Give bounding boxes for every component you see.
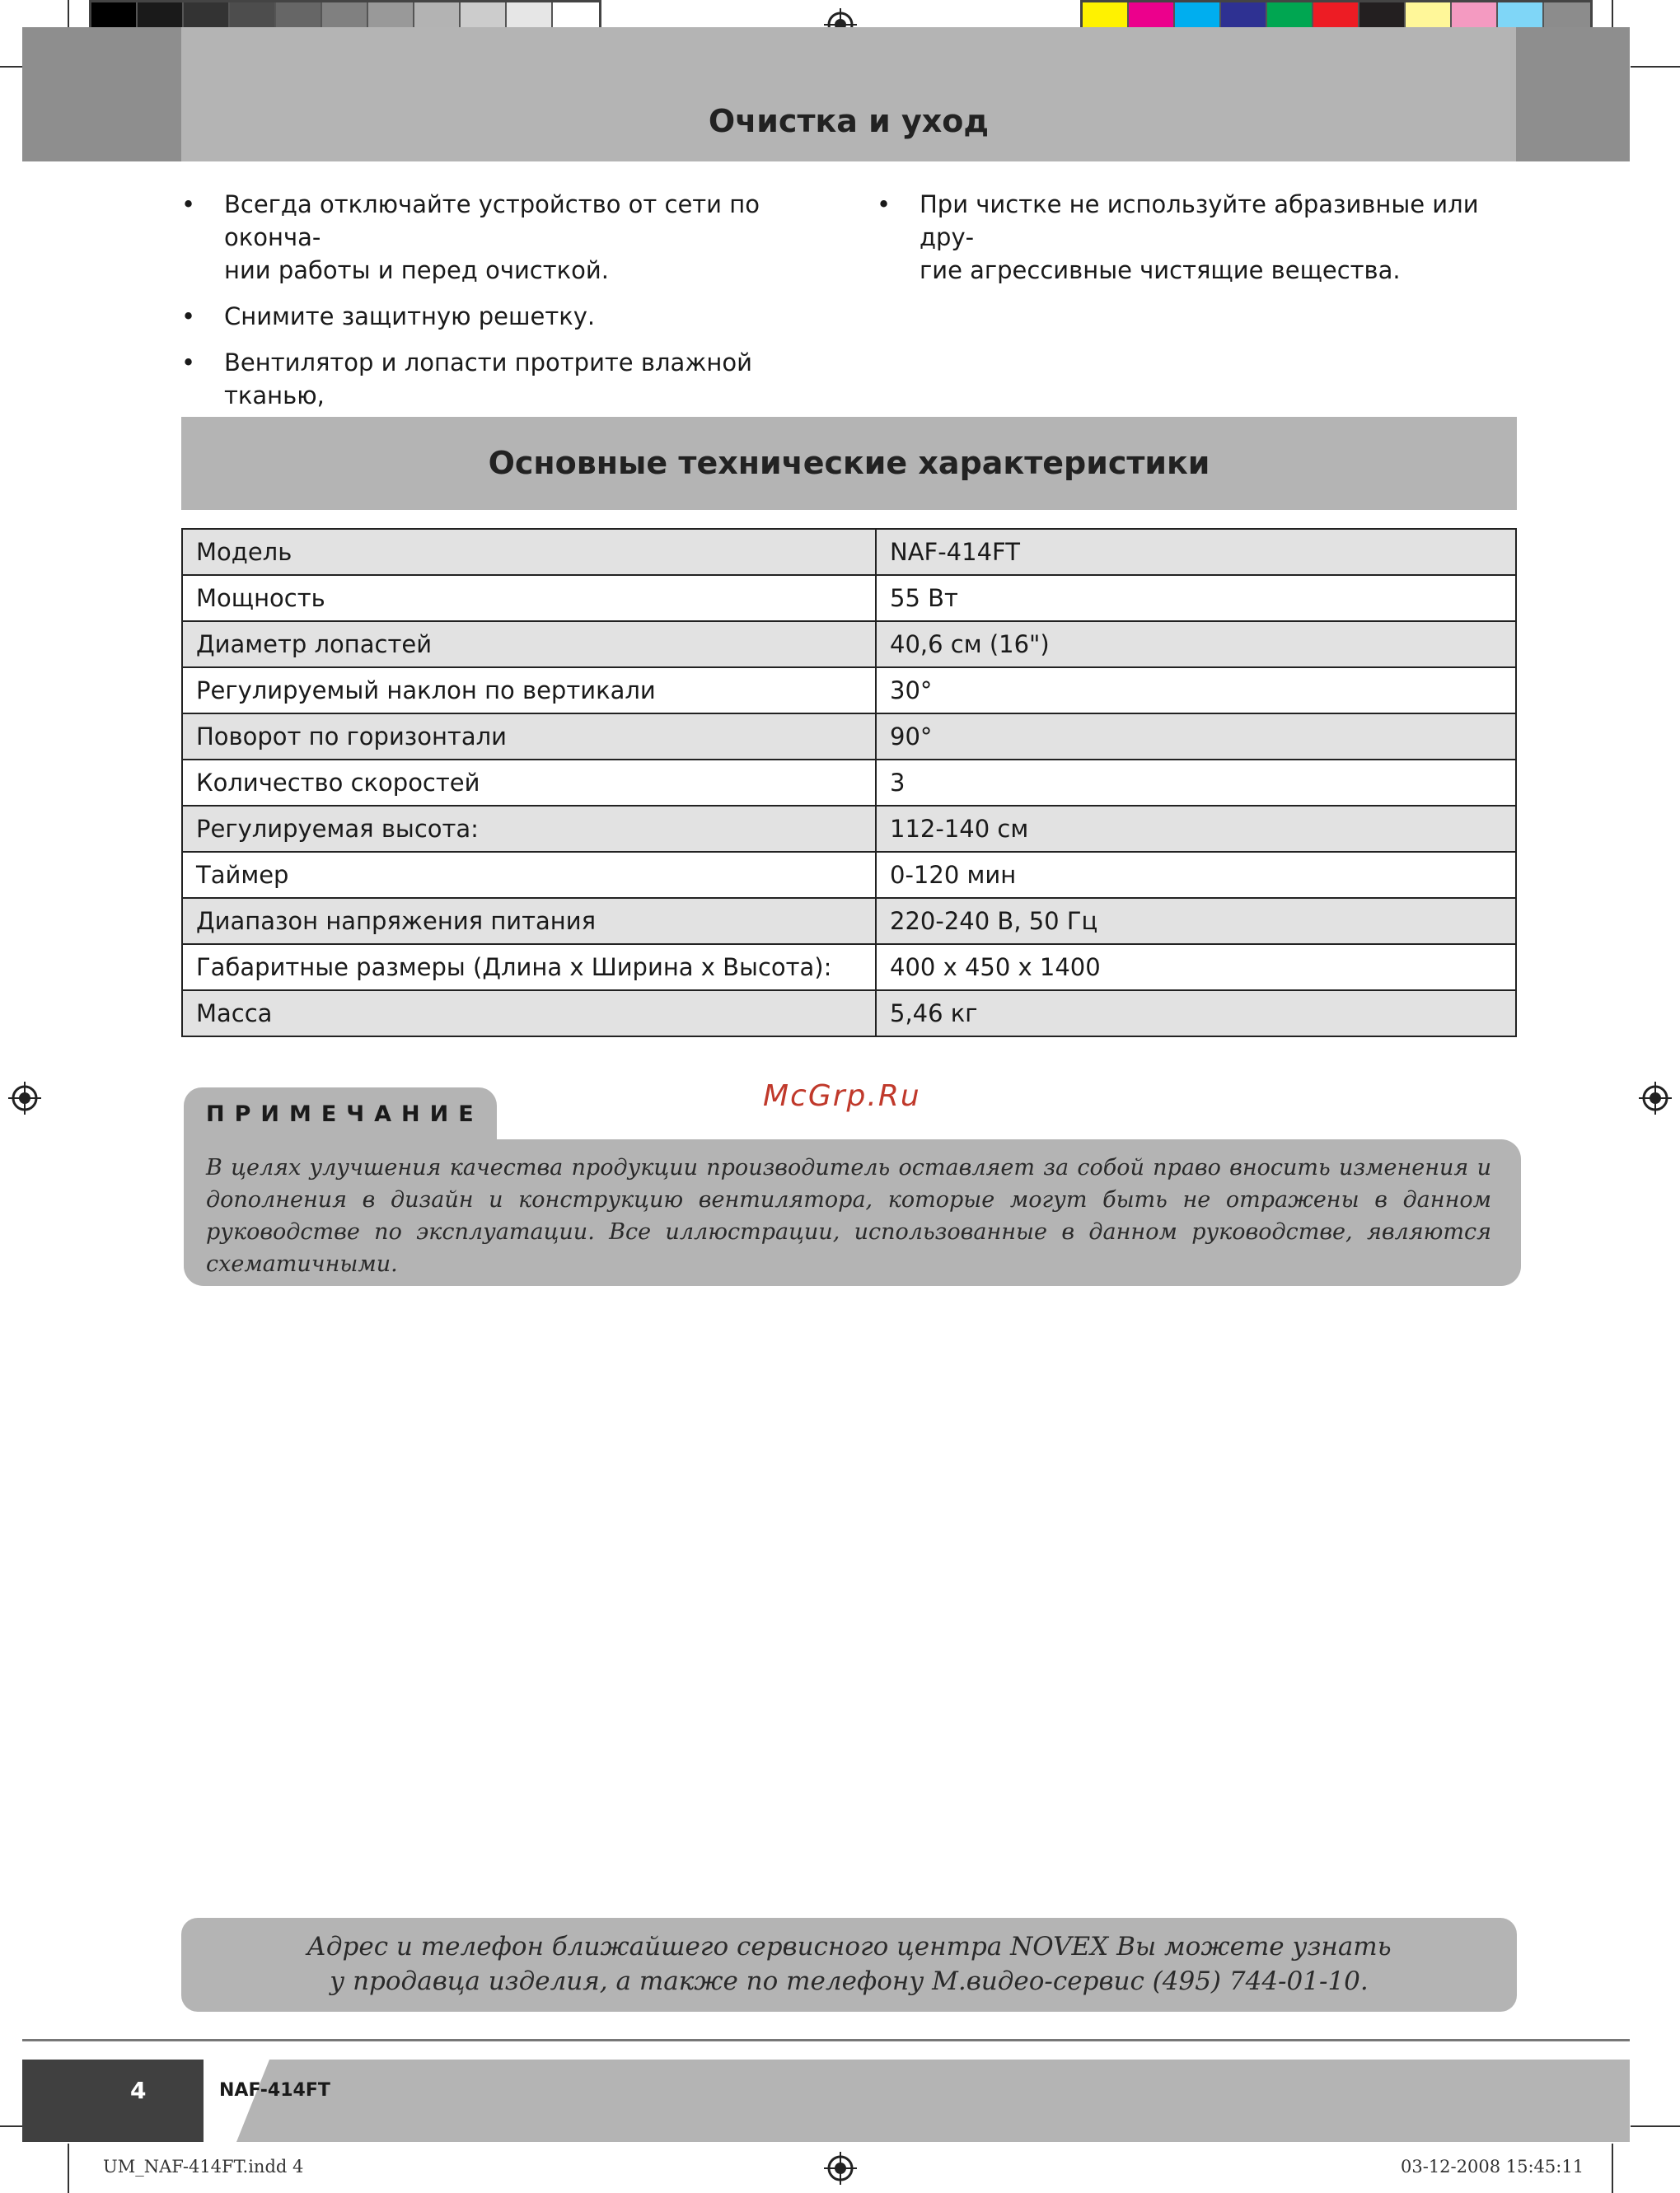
slug-filename: UM_NAF-414FT.indd 4 — [103, 2157, 304, 2177]
specs-title: Основные технические характеристики — [181, 417, 1517, 510]
page-number: 4 — [130, 2077, 147, 2104]
footer-rule — [22, 2039, 1630, 2041]
crop-mark — [68, 2144, 69, 2193]
footer-page-block — [22, 2060, 204, 2142]
spec-label: Таймер — [182, 852, 876, 898]
slug-date: 03-12-2008 15:45:11 — [1401, 2157, 1584, 2177]
spec-label: Количество скоростей — [182, 760, 876, 806]
page-title: Очистка и уход — [708, 103, 990, 139]
registration-mark-icon — [8, 1082, 41, 1115]
list-item: • Снимите защитную решетку. — [181, 302, 596, 330]
registration-mark-icon — [824, 2152, 857, 2185]
table-row — [182, 760, 1516, 806]
spec-label: Регулируемый наклон по вертикали — [182, 667, 876, 713]
list-item: • При чистке не используйте абразивные или дру- гие агрессивные чистящие вещества. — [877, 190, 1479, 284]
spec-value: 30° — [876, 667, 1516, 713]
spec-value: 112-140 см — [876, 806, 1516, 852]
crop-mark — [1631, 2125, 1680, 2127]
spec-label: Модель — [182, 529, 876, 575]
list-item: • Всегда отключайте устройство от сети по оконча- нии работы и перед очисткой. — [181, 190, 760, 284]
watermark: McGrp.Ru — [763, 1079, 921, 1113]
note-text: В целях улучшения качества продукции производитель оставляет за собой право вносить изменения и дополнения в дизайн и конструкцию вентилятора, которые могут быть не отражены в данном руководстве по эксплуатации. Все иллюстрации, использованные в данном руководстве, являются схематичными. — [206, 1155, 1491, 1277]
spec-value: 40,6 см (16") — [876, 621, 1516, 667]
table-row — [182, 575, 1516, 621]
crop-mark — [1631, 66, 1680, 68]
note-label: ПРИМЕЧАНИЕ — [206, 1101, 484, 1127]
crop-mark — [1612, 2144, 1613, 2193]
table-row — [182, 852, 1516, 898]
table-row — [182, 621, 1516, 667]
service-text: Адрес и телефон ближайшего сервисного центра NOVEX Вы можете узнать у продавца изделия, а также по телефону М.видео-сервис (495) 744-01-10. — [307, 1932, 1392, 1996]
spec-value: 400 x 450 x 1400 — [876, 944, 1516, 990]
spec-label: Регулируемая высота: — [182, 806, 876, 852]
table-row — [182, 806, 1516, 852]
table-row — [182, 990, 1516, 1036]
list-item: • Вентилятор и лопасти протрите влажной тканью, — [181, 348, 752, 409]
table-row — [182, 898, 1516, 944]
specs-table — [181, 528, 1517, 1037]
table-row — [182, 713, 1516, 760]
spec-value: 0-120 мин — [876, 852, 1516, 898]
spec-label: Поворот по горизонтали — [182, 713, 876, 760]
table-row — [182, 944, 1516, 990]
table-row — [182, 529, 1516, 575]
header-band — [22, 27, 1630, 161]
spec-value: 55 Вт — [876, 575, 1516, 621]
registration-mark-icon — [1639, 1082, 1672, 1115]
cleaning-list-right — [877, 188, 1536, 300]
spec-label: Мощность — [182, 575, 876, 621]
footer-slant — [204, 2060, 335, 2142]
spec-value: 3 — [876, 760, 1516, 806]
footer-band — [330, 2060, 1630, 2142]
spec-value: NAF-414FT — [876, 529, 1516, 575]
spec-label: Диапазон напряжения питания — [182, 898, 876, 944]
footer-model: NAF-414FT — [219, 2080, 330, 2101]
spec-label: Габаритные размеры (Длина x Ширина x Высота): — [182, 944, 876, 990]
spec-value: 220-240 В, 50 Гц — [876, 898, 1516, 944]
spec-value: 90° — [876, 713, 1516, 760]
spec-label: Масса — [182, 990, 876, 1036]
table-row — [182, 667, 1516, 713]
spec-label: Диаметр лопастей — [182, 621, 876, 667]
spec-value: 5,46 кг — [876, 990, 1516, 1036]
